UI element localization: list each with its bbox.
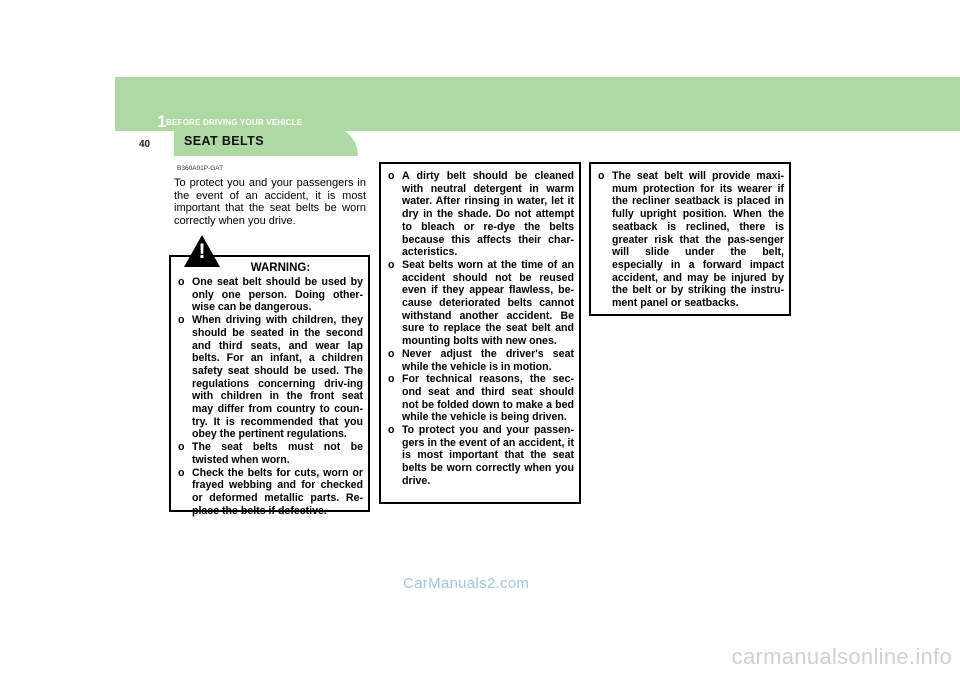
bullet: o [388,258,395,271]
bullet: o [598,170,605,182]
intro-paragraph: To protect you and your passengers in the event of an accident, it is most important that the seat belts be worn correctly when you drive. [174,177,366,227]
list-item [178,441,363,466]
bullet: o [178,466,185,479]
bullet: o [388,373,395,386]
list-item [388,170,574,259]
bullet: o [178,314,185,327]
exclamation-icon: ! [198,240,206,263]
list-item-text: The seat belts must not be twisted when worn. [192,441,363,466]
list-item [388,348,574,373]
site-watermark[interactable]: CarManuals2.com [403,575,530,592]
list-item-text: The seat belt will provide maxi-mum protection for its wearer if the recliner seatback is placed in fully upright position. When the seatback is reclined, there is greater risk that the pas-senger will slide under the belt, especially in a forward impact accident, and may be injured by the belt or by striking the instru-ment panel or seatbacks. [612,170,784,310]
list-item-text: Never adjust the driver's seat while the vehicle is in motion. [402,347,574,373]
care-instructions-box [379,162,581,504]
seatback-list [598,170,784,310]
list-item [178,467,363,518]
list-item [388,424,574,488]
reference-code: B360A01P-GAT [177,165,224,172]
footer-watermark: carmanualsonline.info [731,644,952,669]
seatback-note-box [589,162,791,316]
chapter-number: 1 [157,112,167,131]
list-item-text: For technical reasons, the sec-ond seat and third seat should not be folded down to make a bed while the vehicle is being driven. [402,373,574,424]
care-list [388,170,574,488]
list-item [598,170,784,310]
warning-list [178,276,363,517]
list-item-text: When driving with children, they should be seated in the second and third seats, and wear lap belts. For an infant, a children safety seat should be used. The regulations concerning driv-ing with children in the front seat may differ from country to coun-try. It is recommended that you obey the pertinent regulations. [192,314,363,441]
bullet: o [178,276,185,288]
warning-box [169,255,370,517]
chapter-title: BEFORE DRIVING YOUR VEHICLE [166,118,303,127]
list-item-text: Seat belts worn at the time of an accident should not be reused even if they appear flawless, be-cause deteriorated belts cannot withstand another accident. Be sure to replace the seat belt and mounting bolts with new ones. [402,258,574,348]
list-item [388,259,574,348]
bullet: o [388,347,395,360]
section-title: SEAT BELTS [184,134,264,148]
bullet: o [178,441,185,454]
bullet: o [388,424,395,437]
list-item [178,314,363,441]
list-item-text: One seat belt should be used by only one person. Doing other-wise can be dangerous. [192,276,363,314]
bullet: o [388,170,395,182]
list-item-text: A dirty belt should be cleaned with neutral detergent in warm water. After rinsing in water, let it dry in the shade. Do not attempt to bleach or re-dye the belts because this affects their char-acteristics. [402,170,574,259]
page-number: 40 [139,139,151,150]
list-item [388,373,574,424]
list-item-text: To protect you and your passen-gers in the event of an accident, it is most important that the seat belts be worn correctly when you drive. [402,424,574,487]
list-item [178,276,363,314]
warning-title: WARNING: [250,262,311,274]
list-item-text: Check the belts for cuts, worn or frayed webbing and for checked or deformed metallic parts. Re-place the belts if defective. [192,466,363,517]
